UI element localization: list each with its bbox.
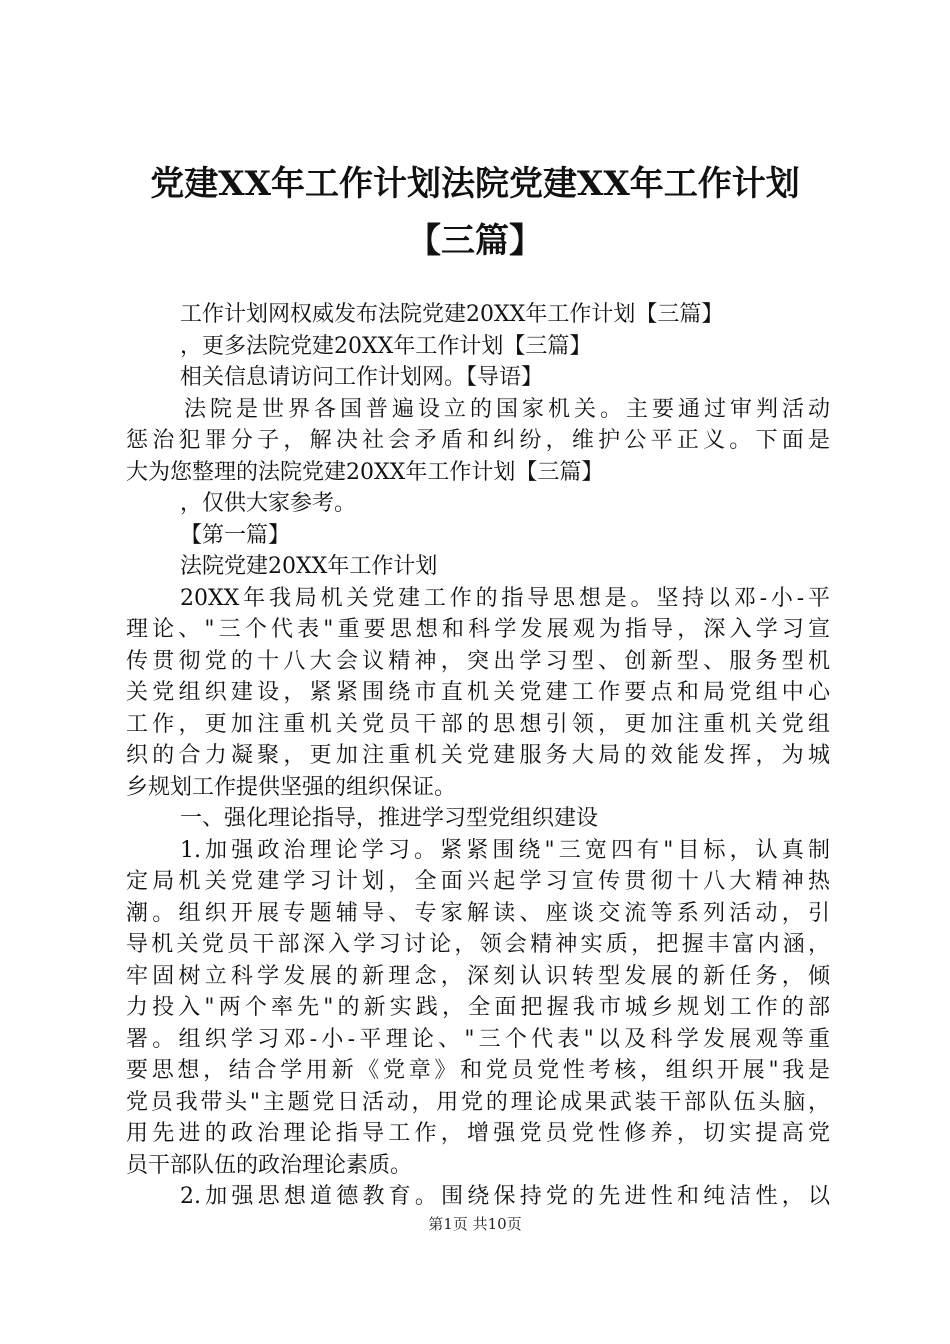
document-body xyxy=(126,299,830,1213)
text-line: 要思想，结合学用新《党章》和党员党性考核，组织开展"我是 xyxy=(126,1058,830,1083)
page-footer: 第1页 共10页 xyxy=(428,1215,522,1233)
text-line: 工作，更加注重机关党员干部的思想引领，更加注重机关党组 xyxy=(126,711,830,737)
text-line: 惩治犯罪分子，解决社会矛盾和纠纷，维护公平正义。下面是 xyxy=(126,428,830,453)
text-line: 2.加强思想道德教育。围绕保持党的先进性和纯洁性，以 xyxy=(180,1184,830,1209)
text-line: 法院是世界各国普遍设立的国家机关。主要通过审判活动 xyxy=(184,396,830,422)
text-line: 相关信息请访问工作计划网。【导语】 xyxy=(180,365,544,390)
text-line: 署。组织学习邓-小-平理论、"三个代表"以及科学发展观等重 xyxy=(126,1026,830,1052)
text-line: 关党组织建设，紧紧围绕市直机关党建工作要点和局党组中心 xyxy=(126,680,830,705)
text-line: 织的合力凝聚，更加注重机关党建服务大局的效能发挥，为城 xyxy=(126,743,830,768)
text-line: 传贯彻党的十八大会议精神，突出学习型、创新型、服务型机 xyxy=(126,648,830,674)
text-line: 工作计划网权威发布法院党建20XX年工作计划【三篇】 xyxy=(180,302,724,327)
text-line: 20XX年我局机关党建工作的指导思想是。坚持以邓-小-平 xyxy=(180,585,830,611)
text-line: 导机关党员干部深入学习讨论，领会精神实质，把握丰富内涵， xyxy=(126,932,830,957)
document-title-continued: 【三篇】 xyxy=(407,221,543,261)
text-line: ，仅供大家参考。 xyxy=(180,491,357,516)
text-line: 力投入"两个率先"的新实践，全面把握我市城乡规划工作的部 xyxy=(126,995,830,1020)
text-line: 1.加强政治理论学习。紧紧围绕"三宽四有"目标，认真制 xyxy=(180,837,830,863)
section-heading: 一、强化理论指导，推进学习型党组织建设 xyxy=(180,806,599,831)
text-line: 用先进的政治理论指导工作，增强党员党性修养，切实提高党 xyxy=(126,1121,830,1146)
text-line: 潮。组织开展专题辅导、专家解读、座谈交流等系列活动，引 xyxy=(126,900,830,926)
section-heading: 【第一篇】 xyxy=(180,522,291,548)
text-line: 乡规划工作提供坚强的组织保证。 xyxy=(126,774,457,800)
document-title: 党建XX年工作计划法院党建XX年工作计划 xyxy=(150,164,800,204)
section-subtitle: 法院党建20XX年工作计划 xyxy=(180,554,438,579)
text-line: 党员我带头"主题党日活动，用党的理论成果武装干部队伍头脑， xyxy=(126,1089,830,1115)
text-line: 员干部队伍的政治理论素质。 xyxy=(126,1152,413,1178)
text-line: 定局机关党建学习计划，全面兴起学习宣传贯彻十八大精神热 xyxy=(126,869,830,894)
text-line: 牢固树立科学发展的新理念，深刻认识转型发展的新任务，倾 xyxy=(126,963,830,989)
text-line: ，更多法院党建20XX年工作计划【三篇】 xyxy=(180,333,592,359)
text-line: 理论、"三个代表"重要思想和科学发展观为指导，深入学习宣 xyxy=(126,617,830,642)
text-line: 大为您整理的法院党建20XX年工作计划【三篇】 xyxy=(126,459,604,485)
